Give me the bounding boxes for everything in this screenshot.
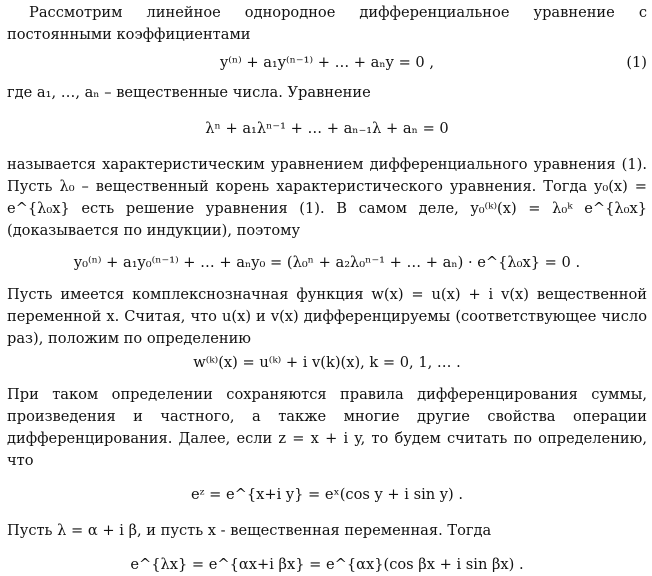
equation-1-body: y⁽ⁿ⁾ + a₁y⁽ⁿ⁻¹⁾ + … + aₙy = 0 ,: [220, 54, 434, 71]
paragraph-characteristic: называется характеристическим уравнением дифференциального уравнения (1). Пусть λ₀ – вещественный корень характеристического уравнения. Тогда y₀(x) = e^{λ₀x} есть решение уравнения (1). В самом деле, y₀⁽ᵏ⁾(x) = λ₀ᵏ e^{λ₀x} (доказывается по индукции), поэтому: [7, 156, 647, 239]
equation-substitution: y₀⁽ⁿ⁾ + a₁y₀⁽ⁿ⁻¹⁾ + … + aₙy₀ = (λ₀ⁿ + a₂λ₀ⁿ⁻¹ + … + aₙ) · e^{λ₀x} = 0 .: [73, 254, 581, 271]
paragraph-complex-function: Пусть имеется комплекснозначная функция w(x) = u(x) + i v(x) вещественной переменной x. Считая, что u(x) и v(x) дифференцируемы (соответствующее число раз), положим по определению: [7, 286, 647, 347]
paragraph-rules: При таком определении сохраняются правила дифференцирования суммы, произведения и частного, а также многие другие свойства операции дифференцирования. Далее, если z = x + i y, то будем считать по определению, что: [7, 386, 647, 469]
equation-1: [7, 52, 647, 74]
equation-characteristic: λⁿ + a₁λⁿ⁻¹ + … + aₙ₋₁λ + aₙ = 0: [205, 120, 449, 137]
equation-1-number: (1): [626, 54, 647, 71]
paragraph-intro: Рассмотрим линейное однородное дифференциальное уравнение с постоянными коэффициентами: [7, 4, 647, 43]
document-page: [7, 2, 647, 576]
paragraph-lambda: Пусть λ = α + i β, и пусть x - вещественная переменная. Тогда: [7, 522, 492, 539]
equation-exponent-lambda: e^{λx} = e^{αx+i βx} = e^{αx}(cos βx + i sin βx) .: [130, 556, 524, 573]
equation-derivative-definition: w⁽ᵏ⁾(x) = u⁽ᵏ⁾ + i v(k)(x), k = 0, 1, … .: [193, 354, 461, 371]
paragraph-real-coefficients: где a₁, …, aₙ – вещественные числа. Уравнение: [7, 84, 371, 101]
equation-euler: eᶻ = e^{x+i y} = eˣ(cos y + i sin y) .: [191, 486, 463, 503]
